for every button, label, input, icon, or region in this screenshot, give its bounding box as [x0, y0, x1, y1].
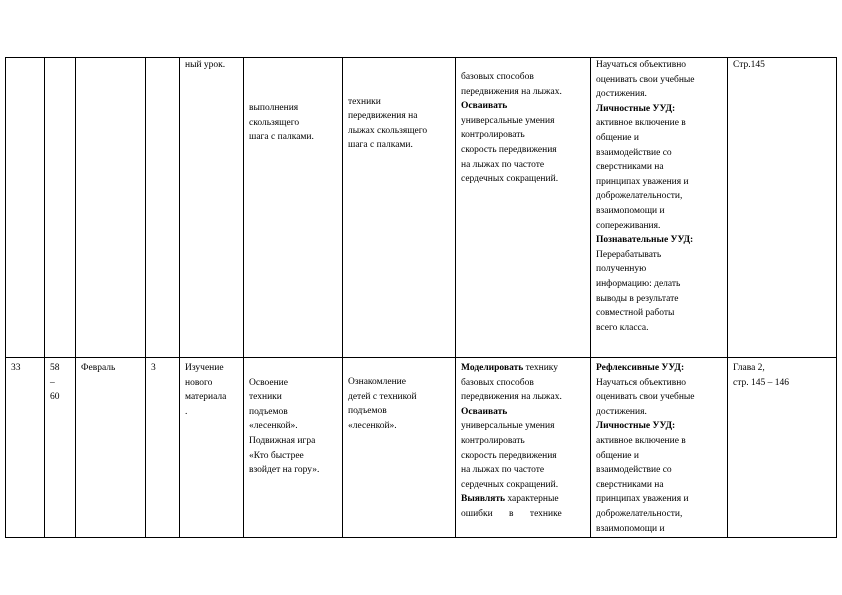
uud-line: активное включение в [596, 118, 686, 129]
activity-verb: Моделировать [461, 363, 524, 373]
row2-lesson-cell: 58 – 60 [50, 363, 60, 403]
row2-element-cell [249, 361, 339, 492]
row2-number-cell: 33 [11, 363, 21, 373]
activity-line [461, 361, 586, 376]
activity-verb: Выявлять [461, 494, 506, 505]
table-bottom-border [5, 537, 836, 538]
uud-line: доброжелательности, [596, 508, 683, 519]
activity-line: контролировать [461, 435, 525, 446]
uud-heading: Рефлексивные УУД: [596, 363, 685, 373]
row1-element-cell: выполнения скользящего шага с палками. [249, 103, 314, 143]
uud-line: общение и [596, 132, 639, 143]
uud-line: общение и [596, 450, 639, 461]
uud-line: полученную [596, 264, 647, 275]
activity-line: универсальные умения [461, 115, 555, 126]
uud-heading: Познавательные УУД: [596, 235, 694, 246]
row2-month-cell: Февраль [81, 363, 116, 373]
uud-heading: Личностные УУД: [596, 103, 676, 114]
uud-line: выводы в результате [596, 293, 679, 304]
col-border-10 [836, 57, 837, 538]
activity-verb: Осваивать [461, 406, 508, 417]
uud-line: сверстниками на [596, 479, 664, 490]
uud-line: достижения. [596, 89, 647, 100]
uud-line: информацию: делать [596, 278, 681, 289]
activity-line: универсальные умения [461, 421, 555, 432]
activity-line: ошибки в технике [461, 508, 562, 519]
activity-text: характерные [505, 494, 559, 505]
activity-line: базовых способов [461, 377, 534, 388]
uud-line: совместной работы [596, 308, 675, 319]
row2-content-cell: Ознакомление детей с техникой подъемов «лесенкой». [348, 377, 417, 431]
row1-form-cell: ный урок. [185, 60, 226, 70]
col-border-7 [455, 57, 456, 538]
row-divider [5, 357, 836, 358]
col-border-0 [5, 57, 6, 538]
col-border-6 [342, 57, 343, 538]
activity-line: скорость передвижения [461, 450, 557, 461]
uud-heading: Личностные УУД: [596, 421, 676, 432]
row1-uud-cell [596, 58, 724, 335]
row2-textbook-cell: Глава 2, стр. 145 – 146 [733, 363, 789, 388]
uud-line: Перерабатывать [596, 249, 662, 260]
activity-line: сердечных сокращений. [461, 174, 559, 185]
uud-line: принципах уважения и [596, 176, 689, 187]
activity-line: скорость передвижения [461, 144, 557, 155]
activity-line: передвижения на лыжах. [461, 392, 562, 403]
uud-line: взаимодействие со [596, 465, 672, 476]
uud-line: доброжелательности, [596, 191, 683, 202]
row1-content-text: техники передвижения на лыжах скользящего шага с палками. [348, 96, 428, 151]
uud-line: активное включение в [596, 435, 686, 446]
col-border-1 [44, 57, 45, 538]
row2-hours-cell: 3 [151, 363, 156, 373]
activity-line: контролировать [461, 130, 525, 141]
uud-line: достижения. [596, 406, 647, 417]
row2-activity-cell [461, 361, 586, 522]
col-border-9 [727, 57, 728, 538]
col-border-4 [179, 57, 180, 538]
col-border-2 [75, 57, 76, 538]
activity-line: передвижения на лыжах. [461, 86, 562, 97]
activity-verb: Осваивать [461, 101, 508, 112]
col-border-3 [145, 57, 146, 538]
uud-line: Научаться объективно [596, 60, 687, 70]
col-border-5 [243, 57, 244, 538]
activity-text: технику [523, 363, 559, 373]
activity-line: на лыжах по частоте [461, 159, 545, 170]
row2-uud-cell [596, 361, 724, 536]
activity-line: сердечных сокращений. [461, 479, 559, 490]
col-border-8 [590, 57, 591, 538]
uud-line: всего класса. [596, 322, 649, 333]
row2-form-cell: Изучение нового материала . [185, 363, 227, 417]
activity-line: базовых способов [461, 72, 534, 82]
uud-line: взаимодействие со [596, 147, 672, 158]
row2-element-text: Освоение техники подъемов «лесенкой». Подвижная игра «Кто быстрее взойдет на гору». [249, 377, 320, 476]
uud-line: сверстниками на [596, 162, 664, 173]
uud-line: оценивать свои учебные [596, 392, 695, 403]
uud-line: принципах уважения и [596, 494, 689, 505]
uud-line: Научаться объективно [596, 377, 687, 388]
uud-line: взаимопомощи и [596, 523, 665, 534]
uud-line: оценивать свои учебные [596, 74, 695, 85]
uud-line: сопереживания. [596, 220, 661, 231]
row1-textbook-cell: Стр.145 [733, 60, 765, 70]
activity-line: на лыжах по частоте [461, 465, 545, 476]
activity-line [461, 492, 586, 507]
row1-activity-cell [461, 70, 586, 187]
row1-content-cell [348, 80, 451, 168]
uud-line: взаимопомощи и [596, 205, 665, 216]
